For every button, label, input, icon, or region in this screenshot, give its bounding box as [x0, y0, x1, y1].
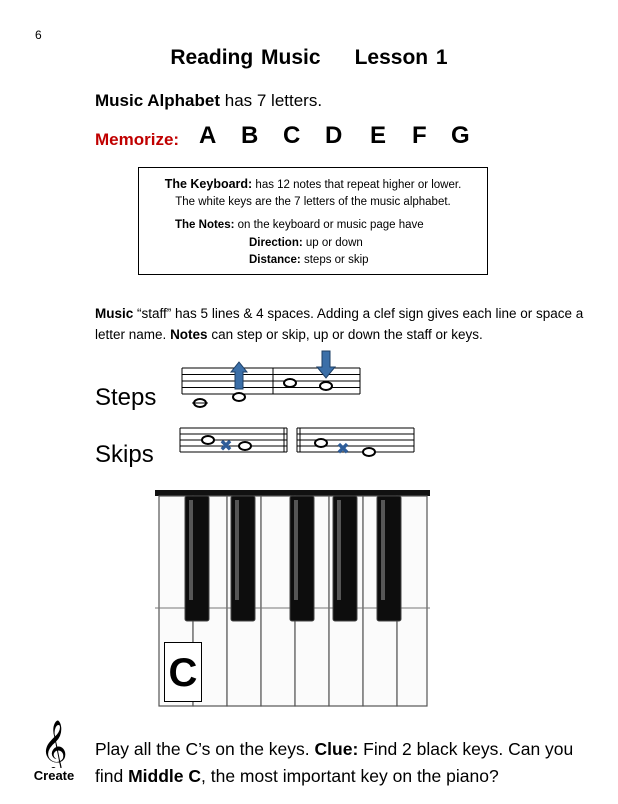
title-reading-music: Reading Music — [170, 46, 321, 69]
page-title — [0, 46, 618, 70]
letter-d: D — [325, 122, 343, 149]
steps-staff — [182, 368, 360, 394]
letter-g: G — [451, 122, 470, 149]
page-number: 6 — [35, 28, 42, 42]
svg-text:𝄞: 𝄞 — [40, 719, 68, 768]
notes-line — [175, 219, 424, 231]
step-note-4 — [320, 382, 332, 390]
skip-note-2 — [239, 442, 251, 450]
direction-line — [249, 237, 363, 249]
middle-c-bold: Middle C — [128, 766, 202, 786]
arrow-up-icon — [231, 362, 247, 389]
middle-c-label: C — [164, 642, 202, 702]
notes-bold: The Notes: — [175, 219, 235, 231]
staff-diagrams — [170, 345, 430, 465]
notes-rest: on the keyboard or music page have — [237, 219, 424, 231]
letter-a: A — [199, 122, 217, 149]
staff-paragraph — [95, 303, 595, 345]
distance-rest: steps or skip — [303, 254, 369, 266]
logo-text: Create — [33, 768, 75, 783]
keyboard-bold: The Keyboard: — [164, 177, 253, 191]
create-logo — [28, 718, 80, 788]
staff-text-1: “staff” has 5 lines & 4 spaces. Adding a clef sign gives each line or space a letter name. — [95, 306, 584, 342]
black-key[interactable] — [231, 496, 255, 621]
skip-note-3 — [315, 439, 327, 447]
skip-note-4 — [363, 448, 375, 456]
staff-text-2: can step or skip, up or down the staff or keys. — [211, 327, 483, 342]
piano-top-edge — [155, 490, 430, 496]
arrow-down-icon — [317, 351, 335, 378]
clue-bold: Clue: — [314, 739, 359, 759]
alphabet-bold: Music Alphabet — [95, 91, 220, 110]
letter-b: B — [241, 122, 259, 149]
bottom-text-3: , the most important key on the piano? — [201, 766, 499, 786]
treble-clef-icon — [28, 718, 80, 768]
black-key[interactable] — [333, 496, 357, 621]
step-note-2 — [233, 393, 245, 401]
bottom-text-2: Find 2 black keys. Can you find — [95, 739, 574, 786]
letter-c: C — [283, 122, 301, 149]
memorize-label: Memorize: — [95, 130, 180, 149]
keyboard-line-1 — [139, 177, 487, 191]
letter-f: F — [412, 122, 427, 149]
bottom-text-1: Play all the C’s on the keys. — [95, 739, 310, 759]
skip-x-icon-2: ✖ — [336, 439, 350, 458]
distance-bold: Distance: — [249, 254, 301, 266]
keyboard-line-2: The white keys are the 7 letters of the music alphabet. — [175, 196, 451, 208]
step-note-3 — [284, 379, 296, 387]
black-key[interactable] — [185, 496, 209, 621]
skips-label: Skips — [95, 441, 154, 468]
black-key[interactable] — [290, 496, 314, 621]
skips-staff-1 — [180, 428, 287, 452]
direction-rest: up or down — [305, 237, 363, 249]
skip-x-icon-1: ✖ — [219, 436, 233, 455]
distance-line — [249, 254, 369, 266]
black-key[interactable] — [377, 496, 401, 621]
keyboard-rest: has 12 notes that repeat higher or lower. — [255, 179, 462, 191]
letter-e: E — [370, 122, 387, 149]
skip-note-1 — [202, 436, 214, 444]
alphabet-line — [95, 91, 322, 111]
direction-bold: Direction: — [249, 237, 303, 249]
bottom-instructions — [95, 736, 605, 790]
title-lesson: Lesson 1 — [354, 46, 448, 69]
music-bold: Music — [95, 306, 134, 321]
keyboard-info-box — [138, 167, 488, 275]
notes-word-bold: Notes — [170, 327, 208, 342]
steps-label: Steps — [95, 384, 157, 411]
alphabet-rest: has 7 letters. — [224, 91, 323, 110]
skips-staff-2 — [297, 428, 414, 452]
